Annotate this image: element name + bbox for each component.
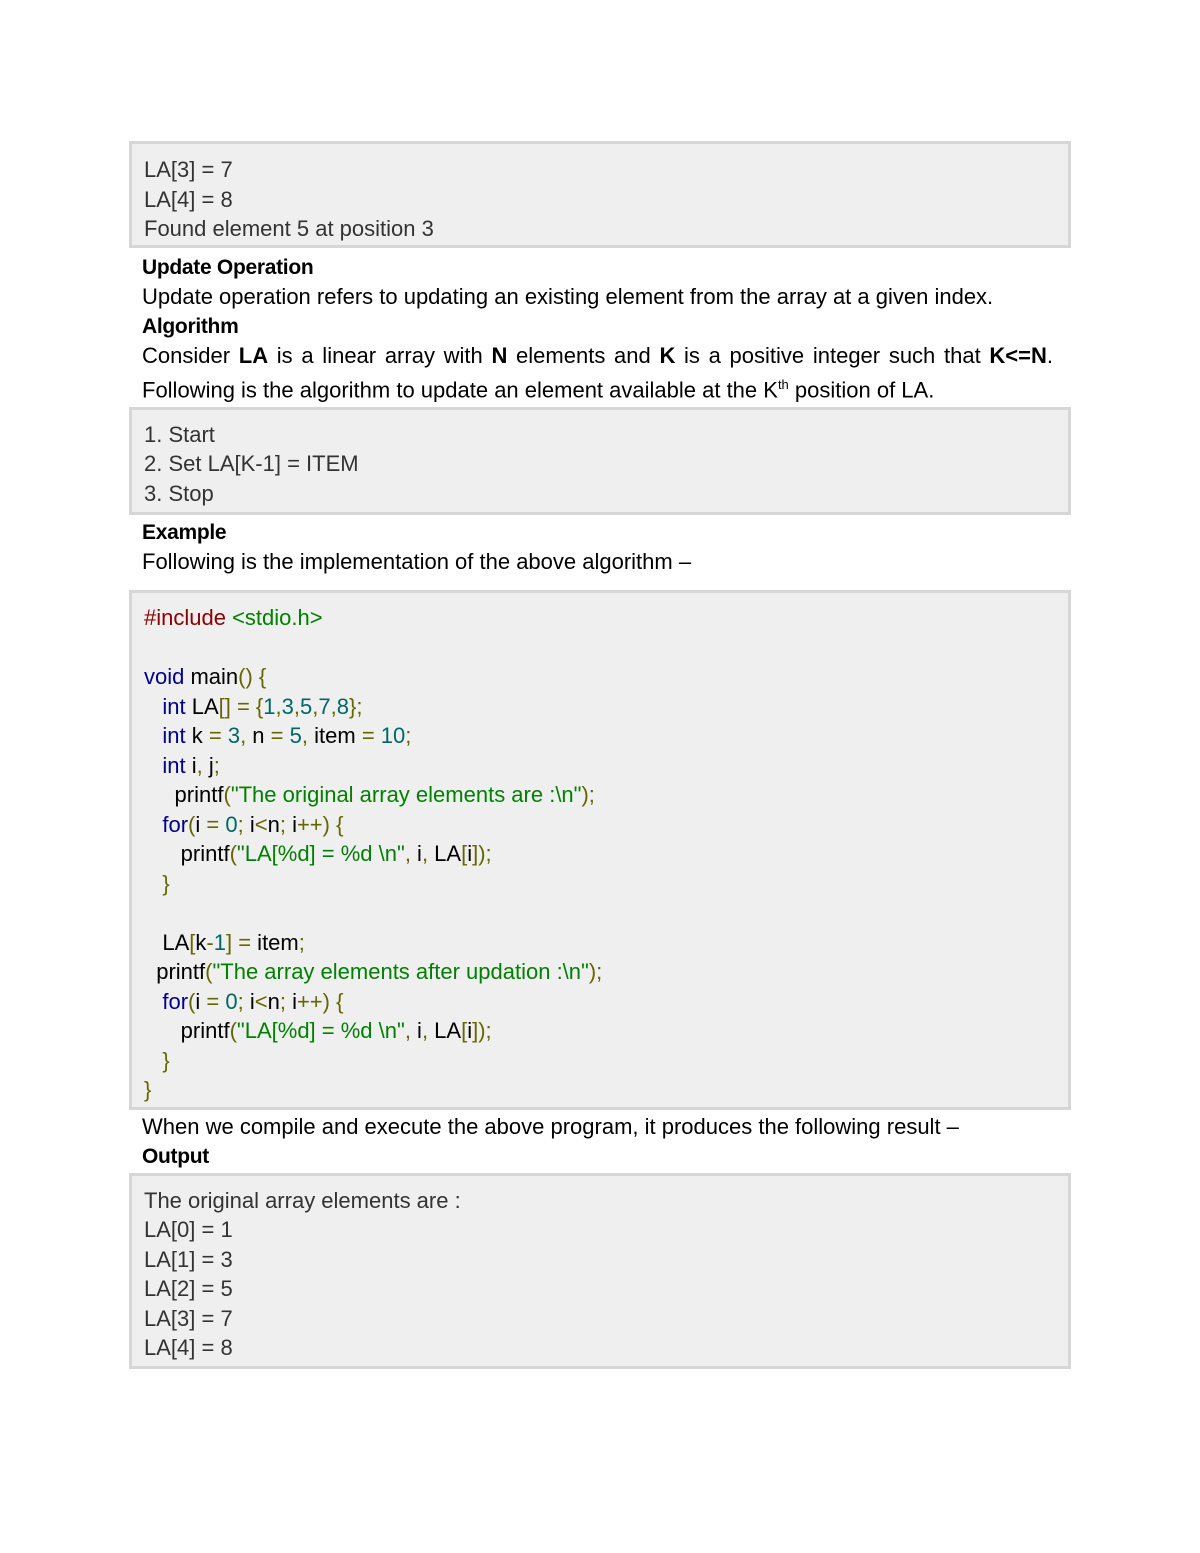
- code-token: );: [588, 959, 603, 985]
- code-token: {: [336, 988, 344, 1014]
- code-token: item: [308, 723, 362, 749]
- code-token: (: [223, 782, 231, 808]
- code-token: j: [202, 752, 214, 778]
- code-line: [144, 898, 1056, 928]
- code-token: k: [185, 723, 209, 749]
- code-token: [144, 753, 162, 778]
- code-token: ;: [405, 723, 412, 749]
- code-line: [144, 780, 1056, 810]
- code-token: [: [461, 1018, 468, 1044]
- code-token: ]: [225, 929, 233, 955]
- code-line: [144, 603, 1056, 633]
- code-token: i: [410, 1018, 422, 1044]
- code-token: [144, 723, 162, 748]
- code-token: (: [188, 988, 196, 1014]
- code-line: [144, 633, 1056, 663]
- code-line: [144, 751, 1056, 781]
- code-token: 1: [263, 693, 276, 719]
- output-line: LA[3] = 7: [144, 157, 233, 182]
- code-token: =: [206, 811, 220, 837]
- code-token: int: [162, 693, 186, 719]
- output-line: LA[0] = 1: [144, 1217, 233, 1243]
- code-token: ,: [404, 841, 411, 867]
- code-token: (: [229, 1018, 237, 1044]
- code-token: LA: [185, 693, 219, 719]
- code-token: i: [243, 811, 255, 837]
- code-token: ;: [279, 811, 286, 837]
- code-token: ,: [240, 723, 247, 749]
- code-token: n: [267, 988, 280, 1014]
- code-token: );: [581, 782, 595, 808]
- code-token: [144, 812, 162, 837]
- code-token: printf: [144, 959, 206, 985]
- code-token: ,: [301, 723, 309, 749]
- code-token: printf: [144, 1018, 230, 1044]
- code-line: [144, 987, 1056, 1017]
- code-token: =: [361, 723, 375, 749]
- code-line: [144, 957, 1056, 987]
- code-token: 0: [225, 988, 238, 1014]
- code-token: LA: [428, 841, 462, 867]
- algorithm-step: 2. Set LA[K-1] = ITEM: [144, 451, 359, 477]
- code-token: ;: [298, 929, 305, 955]
- code-token: i: [195, 811, 207, 837]
- code-token: "LA[%d] = %d \n": [236, 841, 405, 867]
- code-token: i: [467, 841, 473, 867]
- code-token: LA: [144, 929, 190, 955]
- code-line: [144, 839, 1056, 869]
- code-token: printf: [144, 782, 224, 808]
- code-token: 3: [227, 723, 241, 749]
- code-token: ;: [237, 988, 244, 1014]
- code-token: 7: [318, 693, 331, 719]
- code-token: [144, 1048, 162, 1073]
- code-token: 5: [300, 693, 313, 719]
- code-token: 3: [281, 693, 294, 719]
- code-token: {: [336, 811, 344, 837]
- code-token: int: [162, 752, 186, 778]
- code-line: [144, 721, 1056, 751]
- output-line: The original array elements are :: [144, 1187, 461, 1213]
- code-token: }: [144, 1077, 152, 1103]
- code-token: (: [205, 959, 213, 985]
- code-token: int: [162, 723, 186, 749]
- algorithm-heading: Algorithm: [142, 314, 239, 338]
- code-token: i: [195, 988, 207, 1014]
- code-token: [144, 694, 162, 719]
- code-token: }: [162, 1047, 170, 1073]
- code-token: ,: [421, 1018, 429, 1044]
- code-token: ;: [237, 811, 244, 837]
- code-token: (: [188, 811, 196, 837]
- algorithm-steps-box: [129, 407, 1071, 515]
- code-token: ,: [293, 693, 301, 719]
- output-line: LA[4] = 8: [144, 186, 233, 212]
- code-token: };: [349, 693, 363, 719]
- algorithm-step: 1. Start: [144, 421, 215, 447]
- code-line: [144, 1046, 1056, 1076]
- example-heading: Example: [142, 520, 227, 544]
- code-token: [: [461, 841, 468, 867]
- code-token: }: [162, 870, 170, 896]
- update-operation-description: Update operation refers to updating an existing element from the array at a given index.: [142, 284, 994, 309]
- code-line: [144, 692, 1056, 722]
- code-token: ;: [213, 752, 220, 778]
- code-token: "The array elements after updation :\n": [212, 959, 589, 985]
- code-token: [: [189, 929, 196, 955]
- code-token: ++): [296, 988, 330, 1014]
- code-token: () {: [238, 664, 267, 690]
- code-token: ]);: [472, 841, 492, 867]
- code-token: 1: [213, 929, 226, 955]
- code-token: void: [144, 664, 185, 690]
- result-intro: When we compile and execute the above program, it produces the following result –: [142, 1114, 959, 1140]
- code-token: ]);: [472, 1018, 492, 1044]
- code-token: item: [251, 929, 299, 955]
- output-box: [129, 1173, 1071, 1369]
- code-token: <: [254, 988, 268, 1014]
- output-line: LA[4] = 8: [144, 1335, 233, 1361]
- code-line: [144, 928, 1056, 958]
- example-intro: Following is the implementation of the above algorithm –: [142, 548, 692, 574]
- code-token: [] = {: [218, 693, 264, 719]
- code-token: k: [195, 929, 207, 955]
- code-token: ,: [196, 752, 203, 778]
- code-token: "The original array elements are :\n": [230, 782, 582, 808]
- code-token: n: [246, 723, 271, 749]
- code-line: [144, 1075, 1056, 1105]
- code-token: ,: [312, 693, 319, 719]
- code-token: ,: [404, 1018, 411, 1044]
- code-token: ,: [421, 841, 429, 867]
- output-line: Found element 5 at position 3: [144, 216, 434, 241]
- code-token: 5: [289, 723, 302, 749]
- code-token: ,: [275, 693, 282, 719]
- document-page: [129, 141, 1071, 1369]
- code-token: i: [285, 811, 297, 837]
- code-token: ,: [330, 693, 337, 719]
- code-token: [144, 989, 162, 1014]
- output-line: LA[2] = 5: [144, 1276, 233, 1302]
- code-token: =: [208, 723, 222, 749]
- code-token: LA: [428, 1018, 462, 1044]
- code-token: "LA[%d] = %d \n": [236, 1018, 405, 1044]
- code-token: for: [162, 811, 189, 837]
- code-token: ;: [279, 988, 286, 1014]
- code-token: i: [243, 988, 255, 1014]
- code-token: =: [238, 929, 252, 955]
- code-token: ++): [296, 811, 330, 837]
- code-token: i: [410, 841, 422, 867]
- code-token: printf: [144, 841, 230, 867]
- algorithm-step: 3. Stop: [144, 480, 214, 506]
- output-line: LA[3] = 7: [144, 1305, 233, 1331]
- code-token: 0: [225, 811, 238, 837]
- code-token: #include: [144, 605, 233, 631]
- code-token: n: [267, 811, 280, 837]
- code-token: (: [229, 841, 237, 867]
- code-token: main: [184, 664, 239, 690]
- code-line: [144, 869, 1056, 899]
- code-token: [144, 871, 162, 896]
- output-heading: Output: [142, 1144, 210, 1168]
- code-token: i: [467, 1018, 473, 1044]
- code-token: i: [285, 988, 297, 1014]
- code-token: <stdio.h>: [232, 605, 323, 631]
- code-token: <: [254, 811, 268, 837]
- code-block: [129, 590, 1071, 1110]
- code-token: i: [185, 752, 197, 778]
- top-output-box: [129, 141, 1071, 248]
- code-token: -: [206, 929, 214, 955]
- code-token: 10: [380, 723, 406, 749]
- code-token: for: [162, 988, 189, 1014]
- output-line: LA[1] = 3: [144, 1246, 233, 1272]
- algorithm-description: Consider LA is a linear array with N elements and K is a positive integer such that K<=N. Following is the algorithm to update an element available at the $K^{th}$ position of LA.: [142, 342, 1053, 403]
- code-line: [144, 810, 1056, 840]
- code-line: [144, 662, 1056, 692]
- code-line: [144, 1016, 1056, 1046]
- code-token: =: [206, 988, 220, 1014]
- update-operation-heading: Update Operation: [142, 256, 314, 279]
- code-token: 8: [336, 693, 350, 719]
- code-token: =: [270, 723, 284, 749]
